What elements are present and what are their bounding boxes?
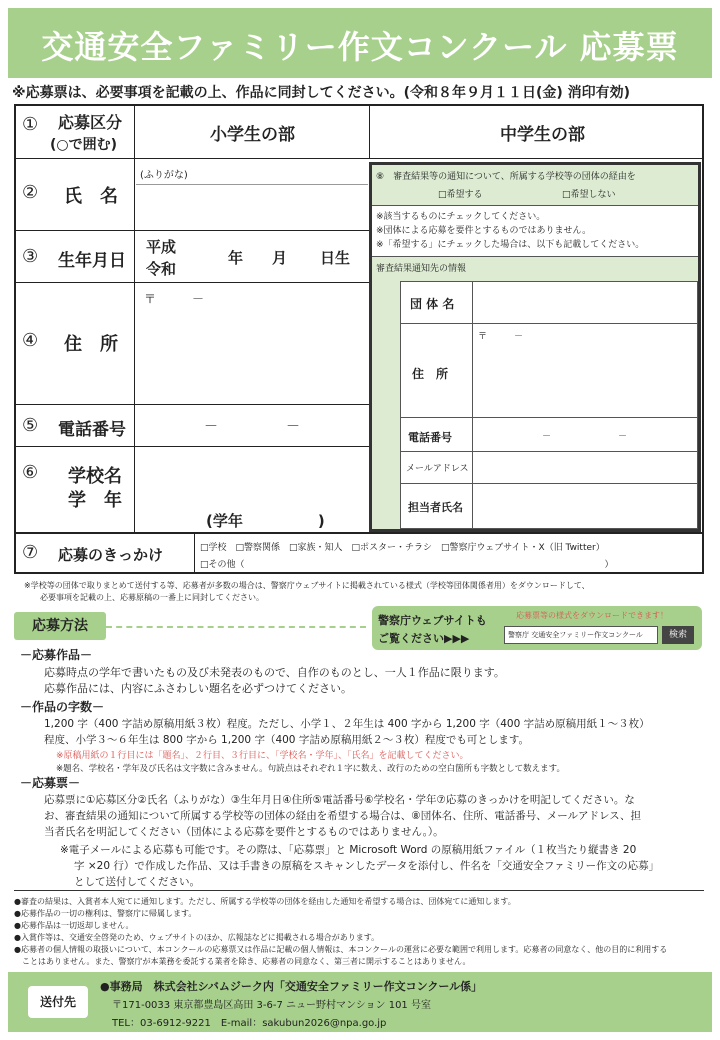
phone-dash-1: － bbox=[204, 419, 218, 435]
bullet-3: ●応募作品は一切返却しません。 bbox=[14, 921, 134, 930]
notification-box bbox=[369, 162, 701, 532]
section-form-heading: －応募票－ bbox=[20, 776, 81, 790]
page-title: 交通安全ファミリー作文コンクール 応募票 bbox=[41, 28, 679, 66]
furigana-label: (ふりがな) bbox=[140, 170, 188, 181]
dest-tel-dash-1: － bbox=[542, 432, 552, 442]
dest-tel-dash-2: － bbox=[618, 432, 628, 442]
motivation-label: 応募のきっかけ bbox=[58, 546, 164, 564]
send-to-tag: 送付先 bbox=[28, 986, 88, 1018]
month-label: 月 bbox=[272, 249, 288, 267]
section-length-note: ※題名、学校名・学年及び氏名は文字数に含みません。句読点はそれぞれ１字に数え、改行のための空白箇所も字数として数えます。 bbox=[56, 764, 565, 774]
category-label: 応募区分 bbox=[58, 113, 123, 132]
promo-line-1: 警察庁ウェブサイトも bbox=[378, 614, 487, 627]
row-num-1: ① bbox=[22, 114, 39, 135]
era-reiwa[interactable]: 令和 bbox=[146, 260, 177, 278]
dest-info-table bbox=[400, 281, 698, 529]
motivation-other[interactable]: □その他（ ） bbox=[200, 560, 614, 570]
section-form-line-4: ※電子メールによる応募も可能です。その際は、「応募票」と Microsoft Word の原稿用紙ファイル（１枚当たり縦書き 20 bbox=[60, 844, 637, 856]
row-num-4: ④ bbox=[22, 330, 39, 351]
promo-search-box[interactable]: 警察庁 交通安全ファミリー作文コンクール bbox=[504, 626, 658, 644]
phone-dash-2: － bbox=[286, 419, 300, 435]
name-label: 氏 名 bbox=[64, 186, 118, 207]
footer-line-3[interactable]: TEL：03-6912-9221 E-mail：sakubun2026@npa.go.jp bbox=[112, 1018, 387, 1029]
grade-field[interactable]: (学年 ) bbox=[206, 512, 325, 530]
method-divider bbox=[106, 626, 366, 628]
school-label: 学校名 bbox=[68, 466, 122, 487]
notify-notwant-checkbox[interactable]: □希望しない bbox=[562, 190, 616, 200]
notify-want-checkbox[interactable]: □希望する bbox=[438, 190, 483, 200]
dest-tel-label: 電話番号 bbox=[408, 431, 452, 444]
website-promo bbox=[372, 606, 702, 650]
row-num-6: ⑥ bbox=[22, 462, 39, 483]
phone-label: 電話番号 bbox=[58, 420, 126, 440]
bullet-1: ●審査の結果は、入賞者本人宛てに通知します。ただし、所属する学校等の団体を経由した通知を希望する場合は、団体宛てに通知します。 bbox=[14, 897, 516, 906]
notify-note-3: ※「希望する」にチェックした場合は、以下も記載してください。 bbox=[376, 240, 645, 250]
section-length-red-note: ※原稿用紙の１行目には「題名」、２行目、３行目に、「学校名・学年」、「氏名」を記載してください。 bbox=[56, 751, 469, 761]
footer-line-2: 〒171-0033 東京都豊島区高田 3-6-7 ニュー野村マンション 101 号室 bbox=[112, 1000, 431, 1011]
category-elementary-option[interactable]: 小学生の部 bbox=[210, 125, 295, 145]
row-num-3: ③ bbox=[22, 246, 39, 267]
section-length-line-1: 1,200 字（400 字詰め原稿用紙３枚）程度。ただし、小学１、２年生は 400 字から 1,200 字（400 字詰め原稿用紙１～３枚） bbox=[44, 718, 650, 730]
section-form-line-5: 字 ×20 行）で作成した作品、又は手書きの原稿をスキャンしたデータを添付し、件名を「交通安全ファミリー作文の応募」 bbox=[74, 860, 660, 872]
notify-note-1: ※該当するものにチェックしてください。 bbox=[376, 212, 546, 222]
section-form-line-3: 当者氏名を明記してください（団体による応募を要件とするものではありません。）。 bbox=[44, 826, 444, 838]
section-length-line-2: 程度、小学３～６年生は 800 字から 1,200 字（400 字詰め原稿用紙２～３枚）程度でも可とします。 bbox=[44, 734, 529, 746]
section-entry-line-2: 応募作品には、内容にふさわしい題名を必ずつけてください。 bbox=[44, 682, 352, 695]
promo-line-2: ご覧ください▶▶▶ bbox=[378, 632, 470, 645]
footer-line-1: ●事務局 株式会社シバムジーク内「交通安全ファミリー作文コンクール係」 bbox=[100, 980, 483, 993]
dest-postal[interactable]: 〒 － bbox=[478, 332, 524, 342]
promo-search-button[interactable]: 検索 bbox=[662, 626, 694, 644]
row-num-7: ⑦ bbox=[22, 542, 39, 563]
category-junior-high-option[interactable]: 中学生の部 bbox=[500, 125, 585, 145]
title-banner bbox=[8, 8, 712, 78]
section-entry-heading: －応募作品－ bbox=[20, 648, 93, 662]
category-sublabel: (○で囲む) bbox=[50, 137, 118, 153]
grade-label: 学 年 bbox=[68, 490, 122, 511]
birthdate-label: 生年月日 bbox=[58, 251, 126, 271]
section-form-line-6: として送付してください。 bbox=[74, 876, 200, 888]
dest-org-label: 団 体 名 bbox=[410, 297, 455, 311]
bullets-divider bbox=[14, 890, 704, 891]
bullet-4: ●入賞作等は、交通安全啓発のため、ウェブサイトのほか、広報誌などに掲載される場合があります。 bbox=[14, 933, 380, 942]
address-postal[interactable]: 〒 － bbox=[144, 292, 205, 306]
promo-red-text: 応募票等の様式をダウンロードできます！ bbox=[516, 611, 668, 620]
row-num-5: ⑤ bbox=[22, 415, 39, 436]
dest-mail-label: メールアドレス bbox=[406, 464, 469, 474]
bullet-6: ことはありません。また、警察庁が本業務を委託する業者を除き、応募者の同意なく、第三者に開示することはありません。 bbox=[14, 957, 471, 966]
notify-note-2: ※団体による応募を要件とするものではありません。 bbox=[376, 226, 592, 236]
group-note-2: 必要事項を記載の上、応募原稿の一番上に同封してください。 bbox=[40, 593, 264, 602]
address-label: 住 所 bbox=[64, 334, 118, 355]
section-form-line-1: 応募票に①応募区分②氏名（ふりがな）③生年月日④住所⑤電話番号⑥学校名・学年⑦応募のきっかけを明記してください。な bbox=[44, 794, 635, 806]
group-note-1: ※学校等の団体で取りまとめて送付する等、応募者が多数の場合は、警察庁ウェブサイトに掲載されている様式（学校等団体関係者用）をダウンロードして、 bbox=[24, 581, 590, 590]
notify-dest-title: 審査結果通知先の情報 bbox=[376, 264, 467, 274]
notify-header: ⑧ 審査結果等の通知について、所属する学校等の団体の経由を bbox=[376, 172, 636, 182]
row-num-2: ② bbox=[22, 182, 39, 203]
section-form-line-2: お、審査結果の通知について所属する学校等の団体の経由を希望する場合は、⑧団体名、住所、電話番号、メールアドレス、担 bbox=[44, 810, 641, 822]
bullet-2: ●応募作品の一切の権利は、警察庁に帰属します。 bbox=[14, 909, 197, 918]
day-label: 日生 bbox=[320, 249, 351, 267]
motivation-options[interactable]: □学校 □警察関係 □家族・知人 □ポスター・チラシ □警察庁ウェブサイト・X（旧 Twitter） bbox=[200, 543, 605, 553]
dest-person-label: 担当者氏名 bbox=[408, 501, 463, 514]
name-field[interactable] bbox=[136, 186, 368, 228]
dest-addr-label: 住 所 bbox=[412, 367, 449, 381]
section-length-heading: －作品の字数－ bbox=[20, 700, 105, 714]
footer-address bbox=[8, 972, 712, 1032]
notice-text: ※応募票は、必要事項を記載の上、作品に同封してください。(令和８年９月１１日(金) 消印有効) bbox=[12, 85, 631, 101]
bullet-5: ●応募者の個人情報の取扱いについて、本コンクールの応募票又は作品に記載の個人情報は、本コンクールの運営に必要な範囲で利用します。応募者の同意なく、他の目的に利用する bbox=[14, 945, 668, 954]
section-entry-line-1: 応募時点の学年で書いたもの及び未発表のもので、自作のものとし、一人１作品に限ります。 bbox=[44, 666, 505, 679]
era-heisei[interactable]: 平成 bbox=[146, 238, 177, 256]
method-heading: 応募方法 bbox=[14, 612, 106, 640]
year-label: 年 bbox=[228, 249, 244, 267]
